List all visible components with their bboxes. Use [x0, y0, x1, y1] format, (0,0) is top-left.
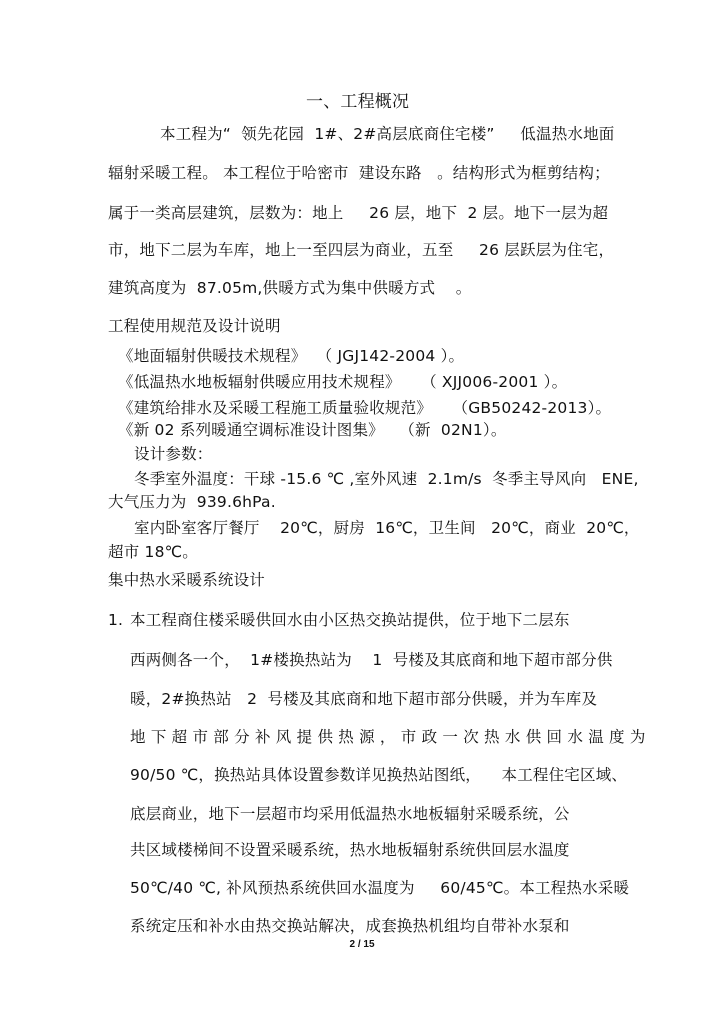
system-line-5: 90/50 ℃，换热站具体设置参数详见换热站图纸， 本工程住宅区域、 [130, 766, 628, 784]
overview-line-2: 辐射采暖工程。 本工程位于哈密市 建设东路 。结构形式为框剪结构； [108, 164, 610, 182]
system-line-1: 本工程商住楼采暖供回水由小区热交换站提供，位于地下二层东 [130, 611, 570, 629]
design-params-label: 设计参数： [134, 445, 213, 463]
indoor-temp-line-1: 室内卧室客厅餐厅 20℃，厨房 16℃，卫生间 20℃，商业 20℃， [134, 519, 640, 537]
system-line-9: 系统定压和补水由热交换站解决，成套换热机组均自带补水泵和 [130, 917, 570, 935]
system-item-number: 1. [108, 611, 124, 629]
overview-line-5: 建筑高度为 87.05m,供暖方式为集中供暖方式 。 [108, 279, 472, 297]
standard-item-1: 《地面辐射供暖技术规程》 （ JGJ142-2004 ）。 [118, 347, 465, 365]
overview-line-4: 市，地下二层为车库，地上一至四层为商业，五至 26 层跃层为住宅， [108, 241, 615, 259]
indoor-temp-line-2: 超市 18℃。 [108, 543, 198, 561]
system-heading: 集中热水采暖系统设计 [108, 571, 266, 589]
system-line-6: 底层商业，地下一层超市均采用低温热水地板辐射采暖系统，公 [130, 805, 570, 823]
standard-item-4: 《新 02 系列暖通空调标准设计图集》 （新 02N1）。 [118, 421, 507, 439]
system-line-8: 50℃/40 ℃, 补风预热系统供回水温度为 60/45℃。本工程热水采暖 [130, 879, 630, 897]
overview-line-3: 属于一类高层建筑，层数为：地上 26 层，地下 2 层。地下一层为超 [108, 204, 609, 222]
system-line-7: 共区域楼梯间不设置采暖系统，热水地板辐射系统供回层水温度 [130, 841, 570, 859]
overview-line-1: 本工程为“ 领先花园 1#、2#高层底商住宅楼” 低温热水地面 [160, 125, 615, 143]
winter-params-line-1: 冬季室外温度：干球 -15.6 ℃ ,室外风速 2.1m/s 冬季主导风向 ENE, [134, 470, 639, 488]
standard-item-2: 《低温热水地板辐射供暖应用技术规程》 （ XJJ006-2001 ）。 [118, 373, 568, 391]
winter-params-line-2: 大气压力为 939.6hPa. [108, 493, 276, 511]
section-title: 一、工程概况 [306, 92, 410, 112]
system-line-4: 地 下 超 市 部 分 补 风 提 供 热 源 ， 市 政 一 次 热 水 供 回 水 温 度 为 [130, 728, 646, 746]
system-line-3: 暖，2#换热站 2 号楼及其底商和地下超市部分供暖，并为车库及 [130, 690, 598, 708]
system-line-2: 西两侧各一个， 1#楼换热站为 1 号楼及其底商和地下超市部分供 [130, 651, 613, 669]
page-number: 2 / 15 [349, 939, 375, 950]
standard-item-3: 《建筑给排水及采暖工程施工质量验收规范》 （GB50242-2013）。 [118, 399, 612, 417]
standards-heading: 工程使用规范及设计说明 [108, 317, 281, 335]
